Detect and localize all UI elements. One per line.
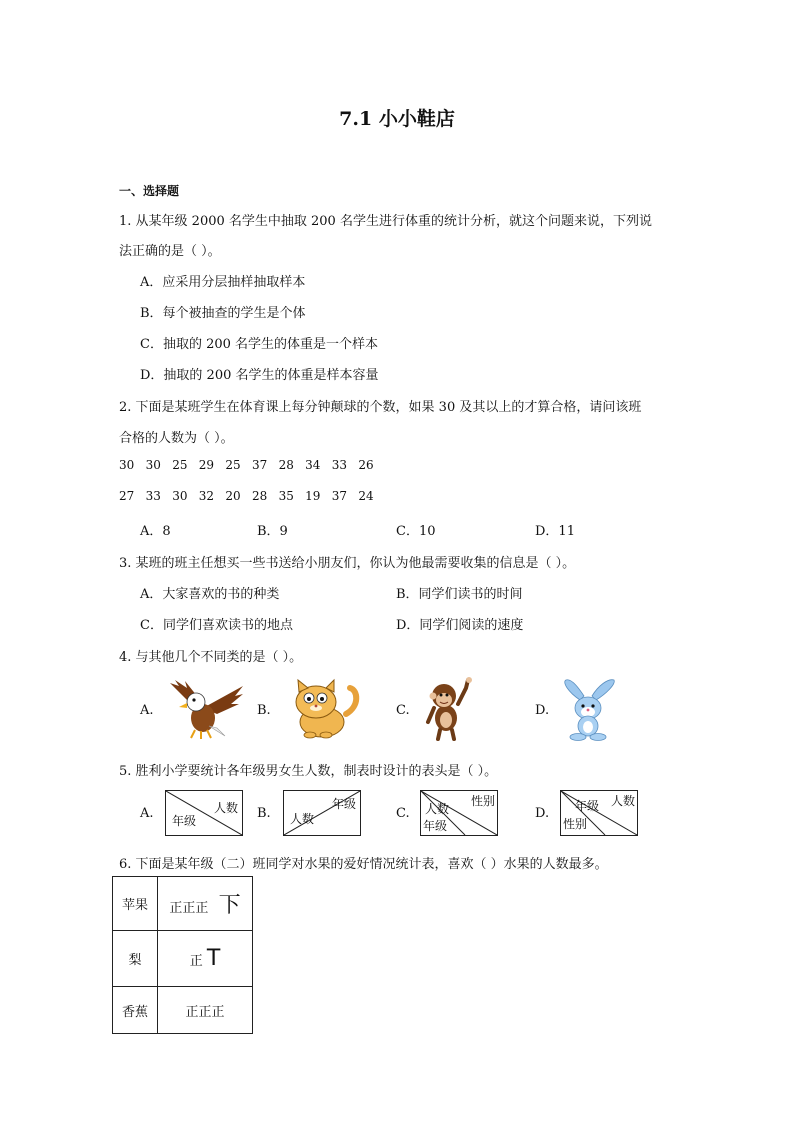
- tally-cell: [158, 931, 253, 987]
- q2-data-row-1: [119, 458, 385, 472]
- rabbit-icon: [558, 678, 620, 742]
- tally-extra: 下: [218, 893, 241, 918]
- data-value: 25: [172, 458, 188, 472]
- data-value: 34: [305, 458, 321, 472]
- page-title: 7.1 小小鞋店: [339, 108, 455, 130]
- data-value: 37: [251, 458, 268, 472]
- data-value: 27: [119, 489, 135, 503]
- fruit-tally-table: [112, 876, 253, 1034]
- q2-stem-line2: 合格的人数为（ ）。: [119, 431, 234, 446]
- table-row: [113, 877, 253, 931]
- tally-cell: [158, 987, 253, 1034]
- section-heading: 一、选择题: [119, 184, 180, 198]
- table-row: [113, 987, 253, 1034]
- data-value: 33: [145, 489, 161, 503]
- data-value: 28: [251, 489, 268, 503]
- fruit-name-cell: 苹果: [113, 877, 158, 931]
- data-value: 32: [198, 489, 215, 503]
- data-value: 33: [331, 458, 348, 472]
- data-value: 28: [278, 458, 294, 472]
- tally-marks: 正正正: [185, 1004, 225, 1020]
- q2-option-c[interactable]: C．10: [396, 524, 436, 539]
- q5-option-c-label[interactable]: C.: [396, 806, 410, 821]
- q2-option-d[interactable]: D．11: [535, 524, 575, 539]
- tally-marks: 正: [189, 954, 203, 969]
- header-b-bottom-label: 人数: [290, 812, 315, 826]
- data-value: 25: [225, 458, 241, 472]
- q6-stem: 6. 下面是某年级（二）班同学对水果的爱好情况统计表，喜欢（ ）水果的人数最多。: [119, 857, 608, 872]
- q1-stem-line2: 法正确的是（ ）。: [119, 244, 221, 259]
- data-value: 26: [358, 458, 374, 472]
- data-value: 20: [225, 489, 241, 503]
- header-option-c[interactable]: [420, 790, 498, 836]
- q4-option-c-label[interactable]: C.: [396, 703, 410, 718]
- eagle-icon: [165, 678, 245, 742]
- header-c-top-right-label: 性别: [470, 794, 495, 808]
- data-value: 30: [172, 489, 188, 503]
- q2-option-b[interactable]: B．9: [257, 524, 288, 539]
- header-option-b[interactable]: [283, 790, 361, 836]
- data-value: 30: [145, 458, 161, 472]
- q5-option-a-label[interactable]: A.: [140, 806, 154, 821]
- header-option-d[interactable]: [560, 790, 638, 836]
- q2-data-row-2: [119, 489, 385, 503]
- monkey-icon: [418, 676, 474, 742]
- header-d-top-right-label: 人数: [610, 794, 635, 808]
- q5-stem: 5. 胜利小学要统计各年级男女生人数，制表时设计的表头是（ ）。: [119, 764, 498, 779]
- header-option-a[interactable]: [165, 790, 243, 836]
- q3-option-c[interactable]: C．同学们喜欢读书的地点: [140, 618, 293, 633]
- cat-icon: [286, 678, 360, 740]
- data-value: 37: [331, 489, 348, 503]
- q1-option-a[interactable]: A．应采用分层抽样抽取样本: [140, 275, 306, 290]
- q3-option-a[interactable]: A．大家喜欢的书的种类: [140, 587, 280, 602]
- q2-stem-line1: 2. 下面是某班学生在体育课上每分钟颠球的个数，如果 30 及其以上的才算合格，请问该班: [119, 400, 642, 415]
- q1-stem-line1: 1. 从某年级 2000 名学生中抽取 200 名学生进行体重的统计分析，就这个问题来说，下列说: [119, 214, 652, 229]
- q4-option-d-label[interactable]: D.: [535, 703, 550, 718]
- q1-option-c[interactable]: C．抽取的 200 名学生的体重是一个样本: [140, 337, 379, 352]
- q5-option-d-label[interactable]: D.: [535, 806, 550, 821]
- q1-option-b[interactable]: B．每个被抽查的学生是个体: [140, 306, 306, 321]
- fruit-name-cell: 香蕉: [113, 987, 158, 1034]
- q3-option-d[interactable]: D．同学们阅读的速度: [396, 618, 524, 633]
- data-value: 30: [119, 458, 135, 472]
- tally-extra: T: [206, 946, 221, 971]
- header-c-bottom-left-label: 年级: [423, 819, 448, 833]
- header-a-bottom-label: 年级: [172, 814, 197, 828]
- data-value: 29: [198, 458, 215, 472]
- q1-option-d[interactable]: D．抽取的 200 名学生的体重是样本容量: [140, 368, 379, 383]
- q5-option-b-label[interactable]: B.: [257, 806, 271, 821]
- q3-stem: 3. 某班的班主任想买一些书送给小朋友们，你认为他最需要收集的信息是（ ）。: [119, 556, 576, 571]
- tally-cell: [158, 877, 253, 931]
- q4-option-b-label[interactable]: B.: [257, 703, 271, 718]
- data-value: 35: [278, 489, 294, 503]
- header-a-top-label: 人数: [213, 801, 238, 815]
- header-d-bottom-left-label: 性别: [563, 817, 588, 831]
- q3-option-b[interactable]: B．同学们读书的时间: [396, 587, 523, 602]
- header-b-top-label: 年级: [331, 797, 356, 811]
- data-value: 19: [305, 489, 321, 503]
- table-row: [113, 931, 253, 987]
- header-c-middle-label: 人数: [425, 802, 450, 816]
- tally-marks: 正正正: [169, 901, 209, 916]
- q2-option-a[interactable]: A．8: [140, 524, 171, 539]
- header-d-middle-label: 年级: [575, 799, 600, 813]
- q4-stem: 4. 与其他几个不同类的是（ ）。: [119, 650, 303, 665]
- data-value: 24: [358, 489, 374, 503]
- q4-option-a-label[interactable]: A.: [140, 703, 154, 718]
- fruit-name-cell: 梨: [113, 931, 158, 987]
